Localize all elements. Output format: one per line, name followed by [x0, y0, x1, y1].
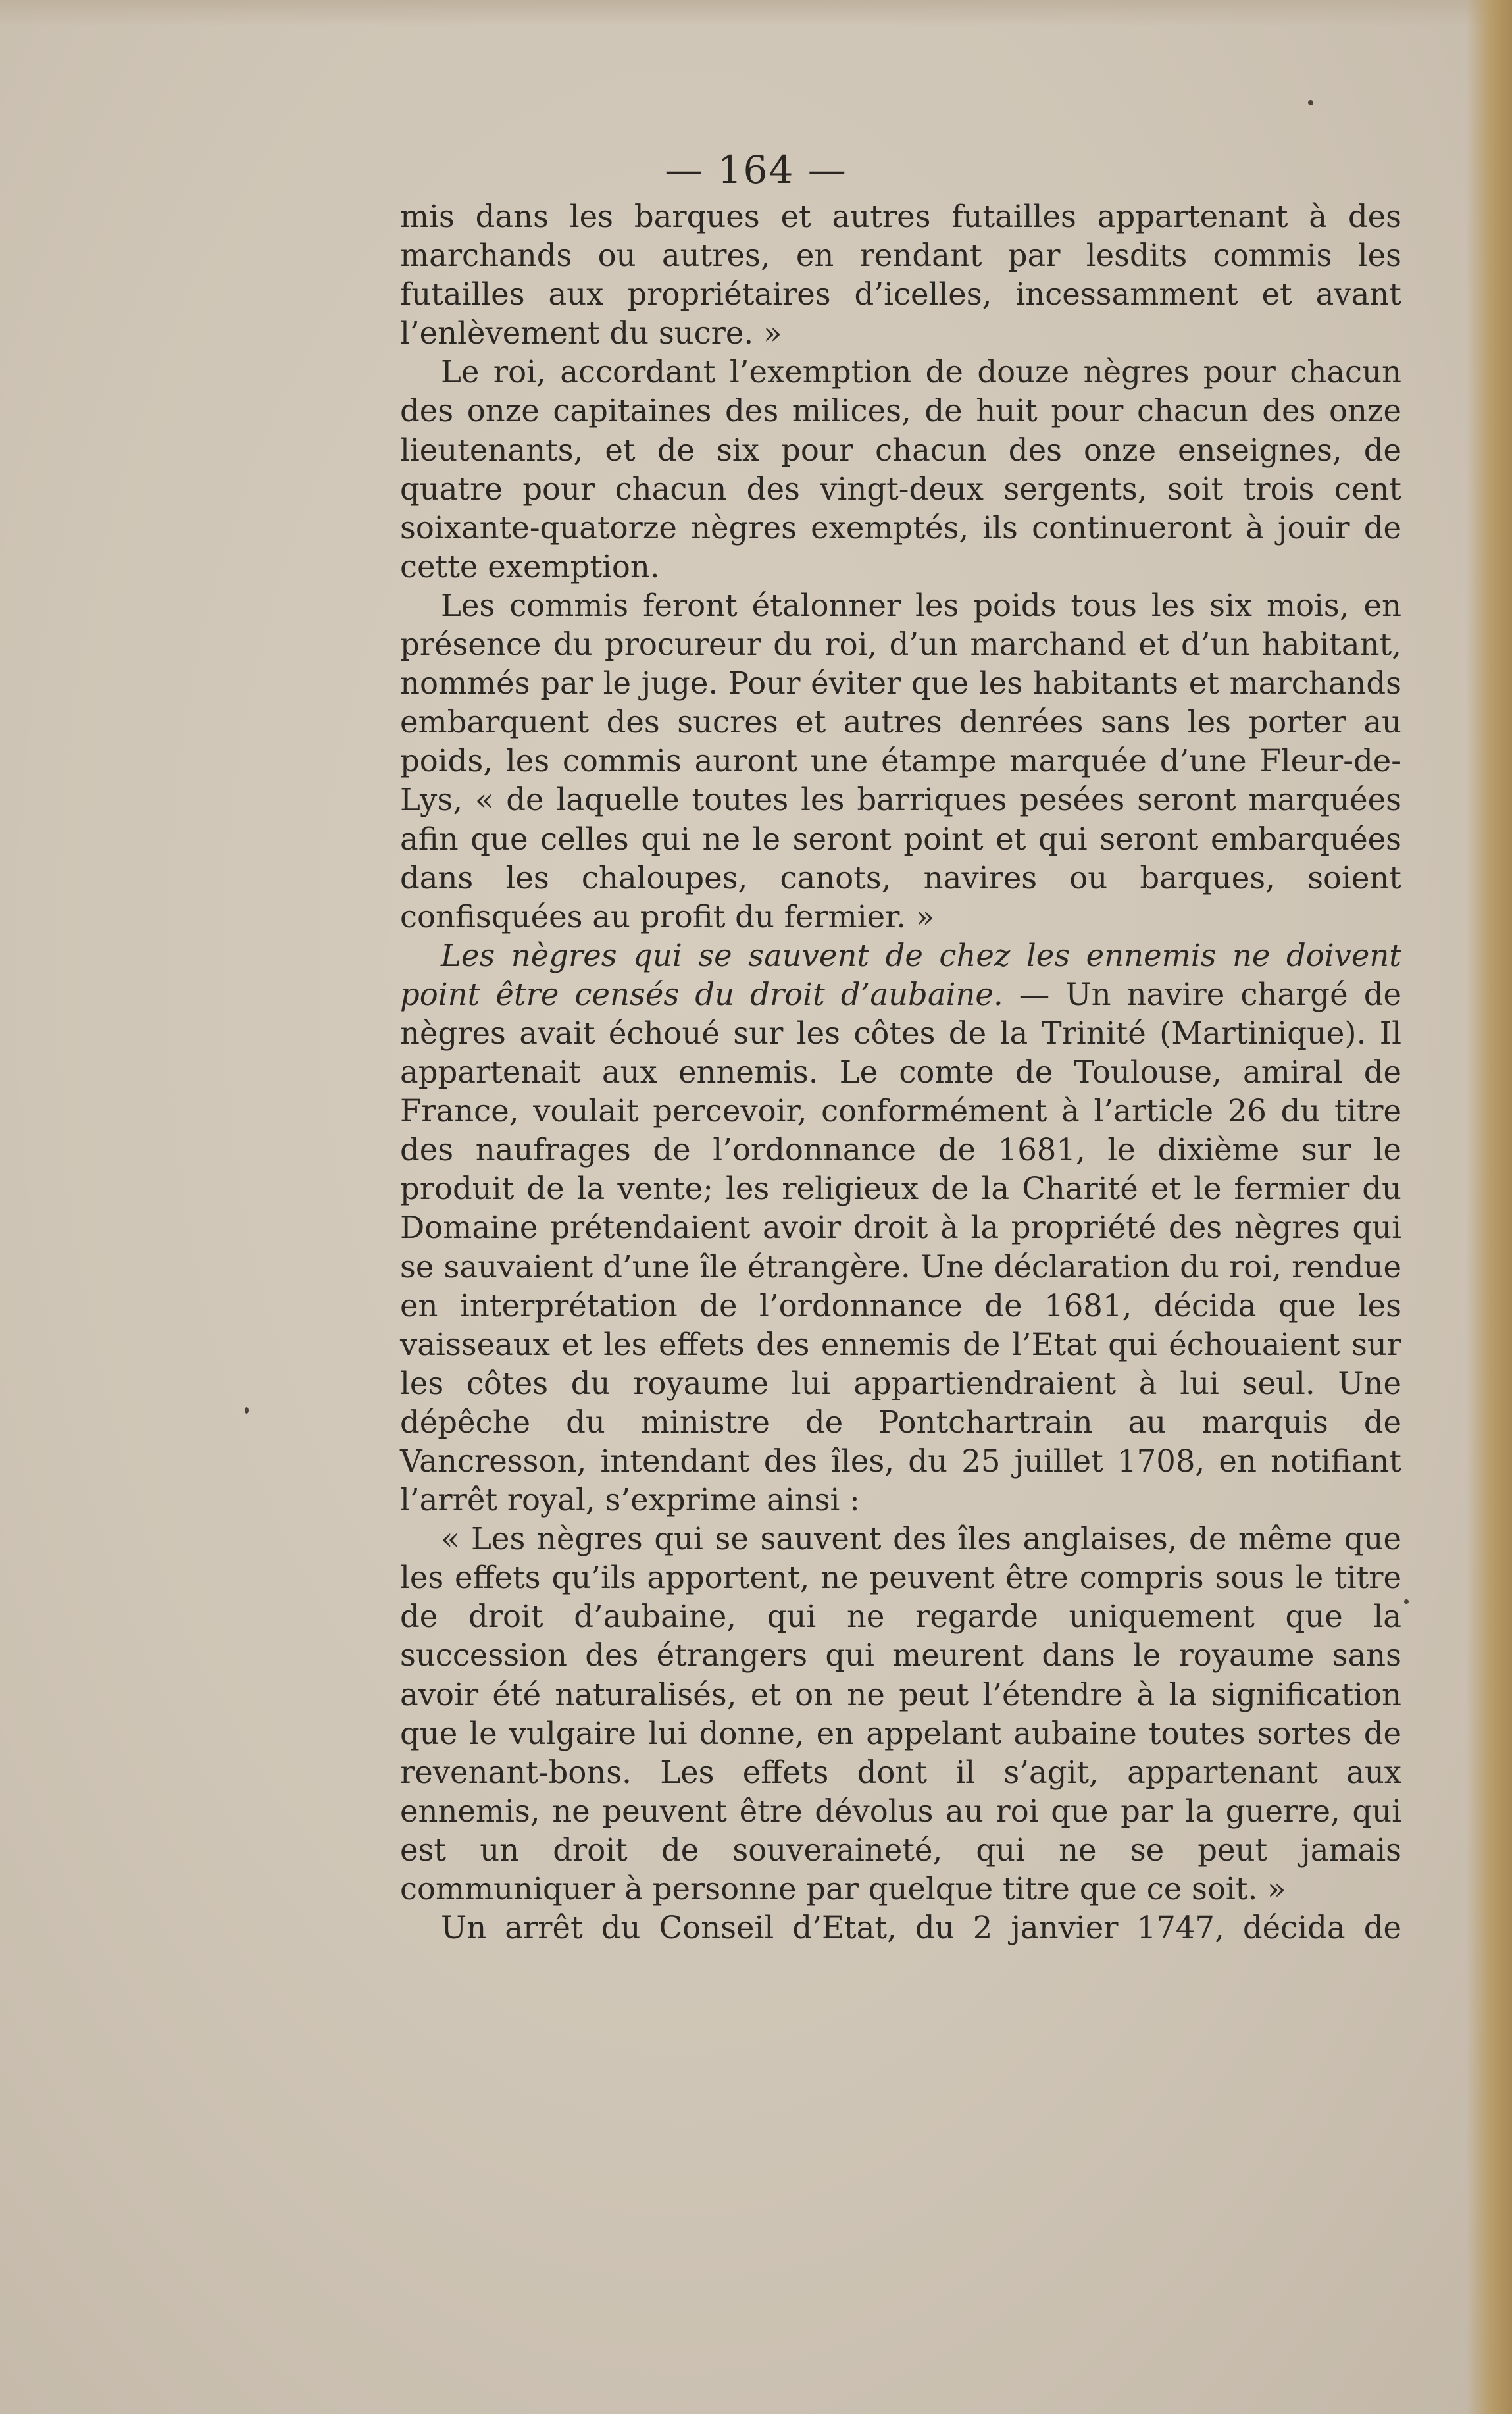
ink-speck — [1404, 1599, 1409, 1604]
paragraph-continuation: mis dans les barques et autres futailles appartenant à des marchands ou autres, en rendant par lesdits commis les futailles aux propriétaires d’icelles, incessamment et avant l’enlèvement du sucre. » — [400, 199, 1401, 351]
page-binding-edge — [1466, 0, 1512, 2414]
paragraph-aubaine-body: — Un navire chargé de nègres avait échoué sur les côtes de la Trinité (Martinique). Il appartenait aux ennemis. Le comte de Toulouse, amiral de France, voulait percevoir, conformément à l’article 26 du titre des naufrages de l’ordonnance de 1681, le dixième sur le produit de la vente; les religieux de la Charité et le fermier du Domaine prétendaient avoir droit à la propriété des nègres qui se sauvaient d’une île étrangère. Une déclaration du roi, rendue en interprétation de l’ordonnance de 1681, décida que les vaisseaux et les effets des ennemis de l’Etat qui échouaient sur les côtes du royaume lui appartiendraient à lui seul. Une dépêche du ministre de Pontchartrain au marquis de Vancresson, intendant des îles, du 25 juillet 1708, en notifiant l’arrêt royal, s’exprime ainsi : — [400, 976, 1401, 1518]
paragraph-weights: Les commis feront étalonner les poids tous les six mois, en présence du procureur du roi, d’un marchand et d’un habitant, nommés par le juge. Pour éviter que les habitants et marchands embarquent des sucres et autres denrées sans les porter au poids, les commis auront une étampe marquée d’une Fleur-de-Lys, « de laquelle toutes les barriques pesées seront marquées afin que celles qui ne le seront point et qui seront embarquées dans les chaloupes, canots, navires ou barques, soient confisquées au profit du fermier. » — [400, 587, 1401, 935]
paragraph-aubaine-heading: Les nègres qui se sauvent de chez les ennemis ne doivent point être censés du droit d’aubaine. — [400, 937, 1401, 1012]
body-text — [400, 197, 1401, 1947]
paragraph-aubaine — [400, 937, 1401, 1520]
ink-speck — [245, 1407, 249, 1414]
ink-speck — [1308, 100, 1313, 105]
paragraph-arret: Un arrêt du Conseil d’Etat, du 2 janvier 1747, décida de — [441, 1910, 1401, 1946]
paragraph-exemption: Le roi, accordant l’exemption de douze nègres pour chacun des onze capitaines des milices, de huit pour chacun des onze lieutenants, et de six pour chacun des onze enseignes, de quatre pour chacun des vingt-deux sergents, soit trois cent soixante-quatorze nègres exemptés, ils continueront à jouir de cette exemption. — [400, 354, 1401, 584]
page-number: — 164 — — [665, 147, 847, 192]
paragraph-quotation: « Les nègres qui se sauvent des îles anglaises, de même que les effets qu’ils apportent, ne peuvent être compris sous le titre de droit d’aubaine, qui ne regarde uniquement que la succession des étrangers qui meurent dans le royaume sans avoir été naturalisés, et on ne peut l’étendre à la signification que le vulgaire lui donne, en appelant aubaine toutes sortes de revenant-bons. Les effets dont il s’agit, appartenant aux ennemis, ne peuvent être dévolus au roi que par la guerre, qui est un droit de souveraineté, qui ne se peut jamais communiquer à personne par quelque titre que ce soit. » — [400, 1521, 1401, 1907]
page-top-shadow — [0, 0, 1512, 26]
